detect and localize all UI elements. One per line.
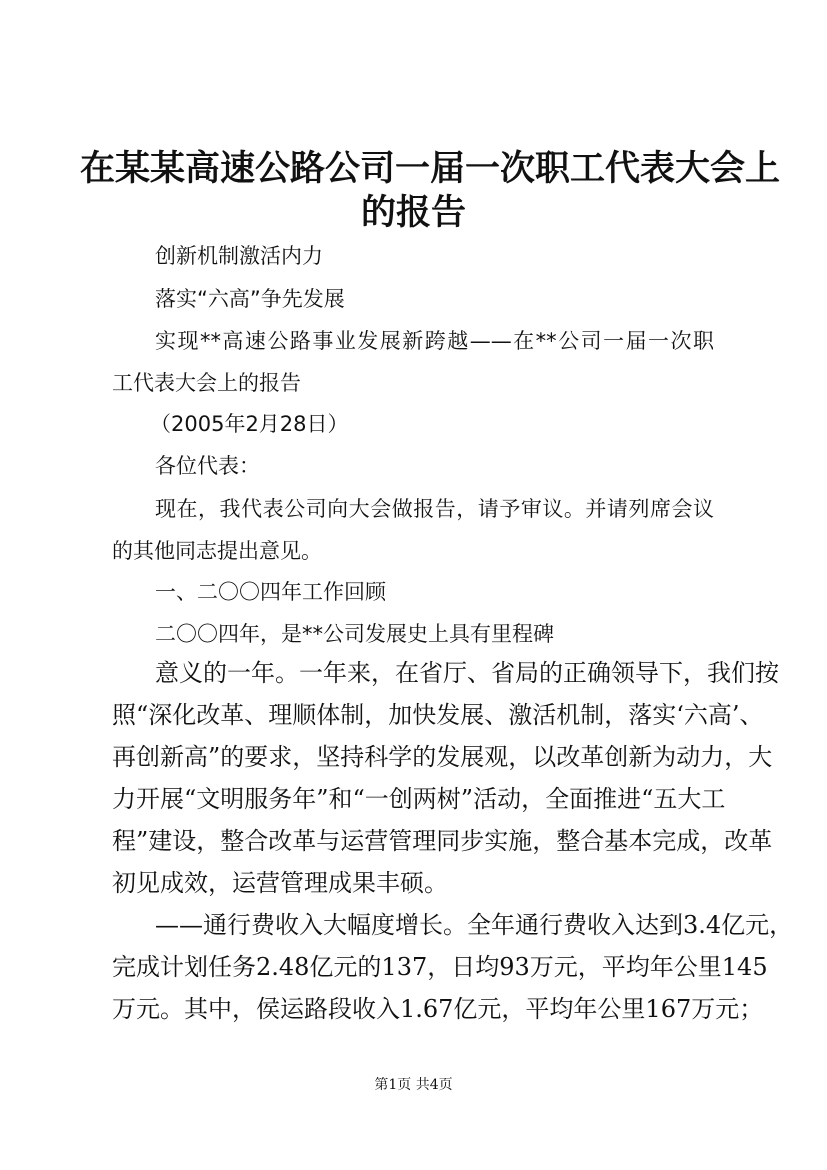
page-number-footer: 第1页 共4页 (374, 1077, 453, 1093)
paragraph-review-line-2: 意义的一年。一年来，在省厅、省局的正确领导下，我们按 (155, 659, 779, 687)
paragraph-review-line-4: 再创新高”的要求，坚持科学的发展观，以改革创新为动力，大 (112, 743, 773, 771)
paragraph-toll-line-3: 万元。其中，侯运路段收入1.67亿元，平均年公里167万元； (112, 995, 764, 1023)
report-title-line-2: 的报告 (360, 192, 466, 233)
paragraph-review-line-3: 照“深化改革、理顺体制，加快发展、激活机制，落实‘六高’、 (112, 701, 764, 729)
subtitle-line-1: 创新机制激活内力 (155, 244, 323, 268)
paragraph-toll-line-2: 完成计划任务2.48亿元的137，日均93万元，平均年公里145 (112, 953, 768, 981)
subtitle-line-3: 实现**高速公路事业发展新跨越——在**公司一届一次职 (155, 329, 714, 353)
paragraph-intro-line-2: 的其他同志提出意见。 (112, 539, 322, 563)
paragraph-review-line-6: 程”建设，整合改革与运营管理同步实施，整合基本完成，改革 (112, 827, 773, 855)
section-heading: 一、二〇〇四年工作回顾 (155, 580, 386, 604)
paragraph-toll-line-1: ——通行费收入大幅度增长。全年通行费收入达到3.4亿元， (155, 911, 794, 939)
subtitle-line-3-cont: 工代表大会上的报告 (112, 371, 301, 395)
paragraph-review-line-7: 初见成效，运营管理成果丰硕。 (112, 869, 448, 897)
paragraph-intro-line-1: 现在，我代表公司向大会做报告，请予审议。并请列席会议 (155, 497, 714, 521)
report-title-line-1: 在某某高速公路公司一届一次职工代表大会上 (80, 148, 781, 189)
paragraph-review-line-5: 力开展“文明服务年”和“一创两树”活动，全面推进“五大工 (112, 785, 726, 813)
paragraph-review-line-1: 二〇〇四年，是**公司发展史上具有里程碑 (155, 622, 554, 646)
subtitle-line-2: 落实“六高”争先发展 (155, 287, 345, 311)
salutation: 各位代表： (155, 454, 260, 478)
report-date: （2005年2月28日） (150, 412, 349, 436)
